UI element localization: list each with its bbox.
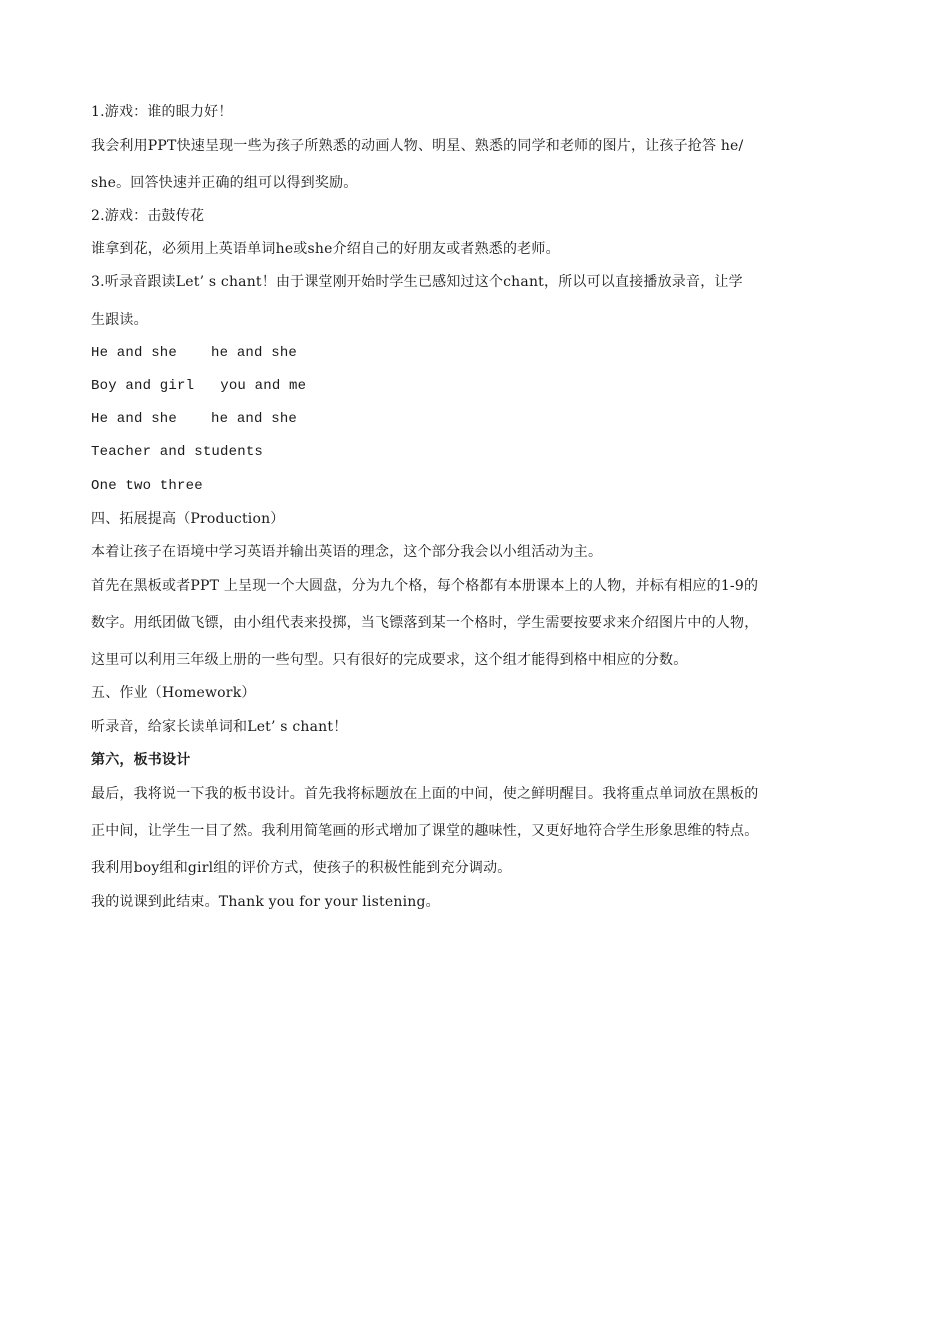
section-5-heading: 五、作业（Homework） xyxy=(91,685,256,701)
section-6-line-3: 我利用boy组和girl组的评价方式，使孩子的积极性能到充分调动。 xyxy=(91,860,512,876)
chant-line-2 xyxy=(91,376,871,396)
chant-line-1-a: He and she xyxy=(91,345,178,361)
chant-line-2-a: Boy and girl xyxy=(91,378,195,394)
chant-line-5-a: One two three xyxy=(91,478,203,494)
chant-intro-line-2: 生跟读。 xyxy=(91,312,148,328)
chant-line-2-b: you and me xyxy=(220,378,307,394)
chant-line-5 xyxy=(91,476,871,496)
chant-line-3 xyxy=(91,409,871,429)
section-6-line-2: 正中间，让学生一目了然。我利用简笔画的形式增加了课堂的趣味性，又更好地符合学生形象思维的特点。 xyxy=(91,823,759,839)
game-1-title: 1.游戏：谁的眼力好！ xyxy=(91,104,233,120)
chant-line-3-a: He and she xyxy=(91,411,178,427)
closing-line: 我的说课到此结束。Thank you for your listening。 xyxy=(91,894,440,910)
game-2-title: 2.游戏：击鼓传花 xyxy=(91,208,205,224)
chant-intro-line-1: 3.听录音跟读Let’ s chant！由于课堂刚开始时学生已感知过这个chant，所以可以直接播放录音，让学 xyxy=(91,274,743,290)
chant-line-4 xyxy=(91,442,871,462)
chant-line-4-a: Teacher and students xyxy=(91,444,264,460)
section-4-paragraph-2-line-2: 数字。用纸团做飞镖，由小组代表来投掷，当飞镖落到某一个格时，学生需要按要求来介绍图片中的人物， xyxy=(91,615,759,631)
section-4-paragraph-2-line-3: 这里可以利用三年级上册的一些句型。只有很好的完成要求，这个组才能得到格中相应的分数。 xyxy=(91,652,688,668)
section-5-paragraph: 听录音，给家长读单词和Let’ s chant！ xyxy=(91,719,348,735)
chant-line-1 xyxy=(91,343,871,363)
section-4-paragraph-2-line-1: 首先在黑板或者PPT 上呈现一个大圆盘，分为九个格，每个格都有本册课本上的人物，并标有相应的1-9的 xyxy=(91,578,759,594)
chant-line-3-b: he and she xyxy=(211,411,298,427)
game-1-text-line-1: 我会利用PPT快速呈现一些为孩子所熟悉的动画人物、明星、熟悉的同学和老师的图片，让孩子抢答 he/ xyxy=(91,138,744,154)
section-6-line-1: 最后，我将说一下我的板书设计。首先我将标题放在上面的中间，使之鲜明醒目。我将重点单词放在黑板的 xyxy=(91,786,759,802)
chant-line-1-b: he and she xyxy=(211,345,298,361)
section-6-heading: 第六，板书设计 xyxy=(91,752,191,768)
game-1-text-line-2: she。回答快速并正确的组可以得到奖励。 xyxy=(91,175,358,191)
section-4-heading: 四、拓展提高（Production） xyxy=(91,511,285,527)
section-4-paragraph-1: 本着让孩子在语境中学习英语并输出英语的理念，这个部分我会以小组活动为主。 xyxy=(91,544,603,560)
game-2-text: 谁拿到花，必须用上英语单词he或she介绍自己的好朋友或者熟悉的老师。 xyxy=(91,241,560,257)
